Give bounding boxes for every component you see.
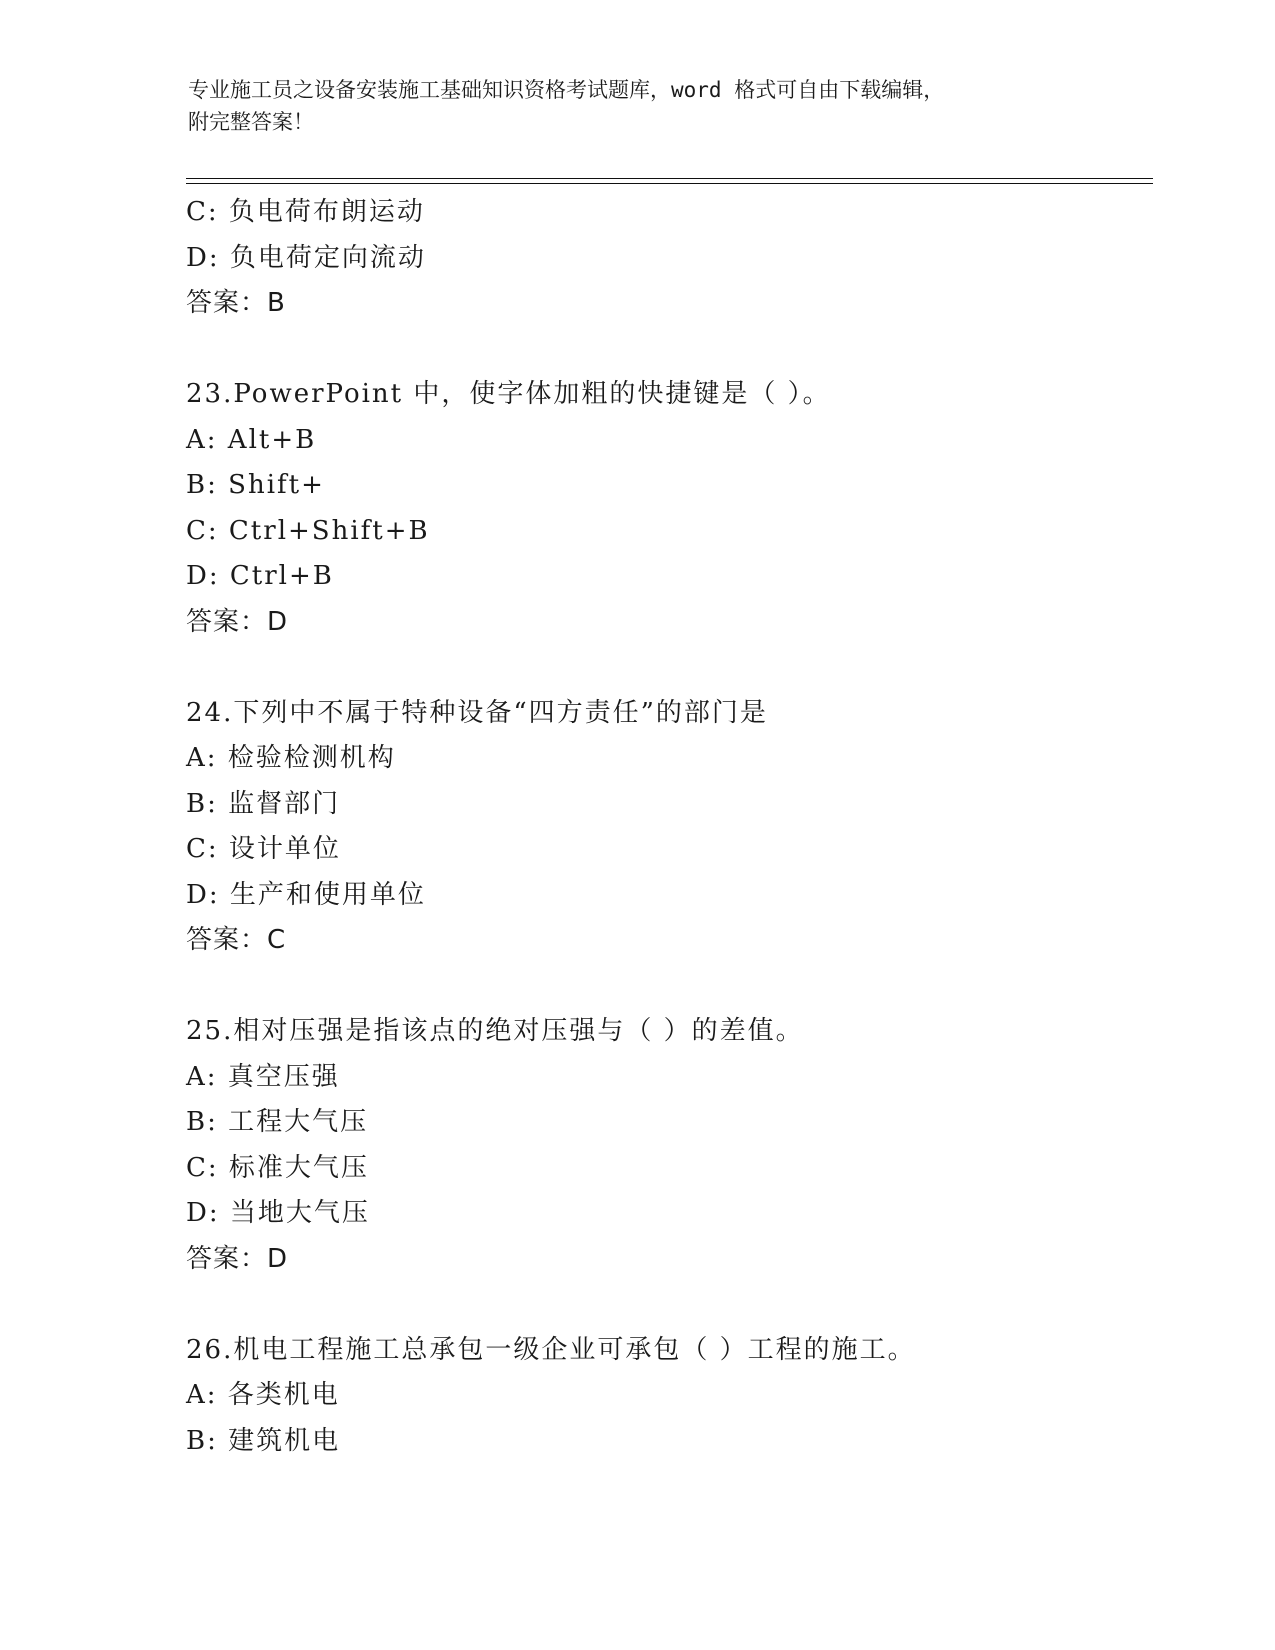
q25-option-c: C: 标准大气压 xyxy=(186,1152,369,1183)
q23-question: 23.PowerPoint 中，使字体加粗的快捷键是（ ）。 xyxy=(186,379,831,409)
spacer xyxy=(186,327,1146,373)
q25-option-b: B: 工程大气压 xyxy=(186,1107,369,1137)
q24-option-d: D: 生产和使用单位 xyxy=(186,879,426,910)
q26-option-b: B: 建筑机电 xyxy=(186,1425,341,1456)
q26-option-a: A: 各类机电 xyxy=(186,1380,340,1410)
q23-option-b: B: Shift+ xyxy=(186,470,325,500)
q25-question: 25.相对压强是指该点的绝对压强与（ ）的差值。 xyxy=(186,1016,804,1046)
spacer xyxy=(186,645,1146,691)
header-line-2: 附完整答案！ xyxy=(188,110,314,134)
q23-option-c: C: Ctrl+Shift+B xyxy=(186,515,430,546)
q24-option-a: A: 检验检测机构 xyxy=(186,743,396,773)
spacer xyxy=(186,964,1146,1010)
q23-answer: 答案：D xyxy=(186,606,289,637)
q22-option-d: D: 负电荷定向流动 xyxy=(186,242,426,273)
q24-question: 24.下列中不属于特种设备“四方责任”的部门是 xyxy=(186,697,768,728)
q23-option-a: A: Alt+B xyxy=(186,424,317,455)
q25-option-a: A: 真空压强 xyxy=(186,1061,340,1092)
spacer xyxy=(186,1282,1146,1328)
header-divider-top xyxy=(186,178,1153,179)
q22-option-c: C: 负电荷布朗运动 xyxy=(186,197,425,227)
document-header xyxy=(188,74,1088,138)
q23-option-d: D: Ctrl+B xyxy=(186,561,334,591)
q24-option-b: B: 监督部门 xyxy=(186,788,341,819)
header-line-1: 专业施工员之设备安装施工基础知识资格考试题库，word 格式可自由下载编辑， xyxy=(188,78,945,102)
q22-answer: 答案：B xyxy=(186,288,286,318)
q25-option-d: D: 当地大气压 xyxy=(186,1198,370,1228)
header-divider-bottom xyxy=(186,183,1153,184)
question-list xyxy=(186,190,1146,1464)
q26-question: 26.机电工程施工总承包一级企业可承包（ ）工程的施工。 xyxy=(186,1334,916,1365)
q24-answer: 答案：C xyxy=(186,925,287,955)
q24-option-c: C: 设计单位 xyxy=(186,834,341,864)
q25-answer: 答案：D xyxy=(186,1243,289,1274)
